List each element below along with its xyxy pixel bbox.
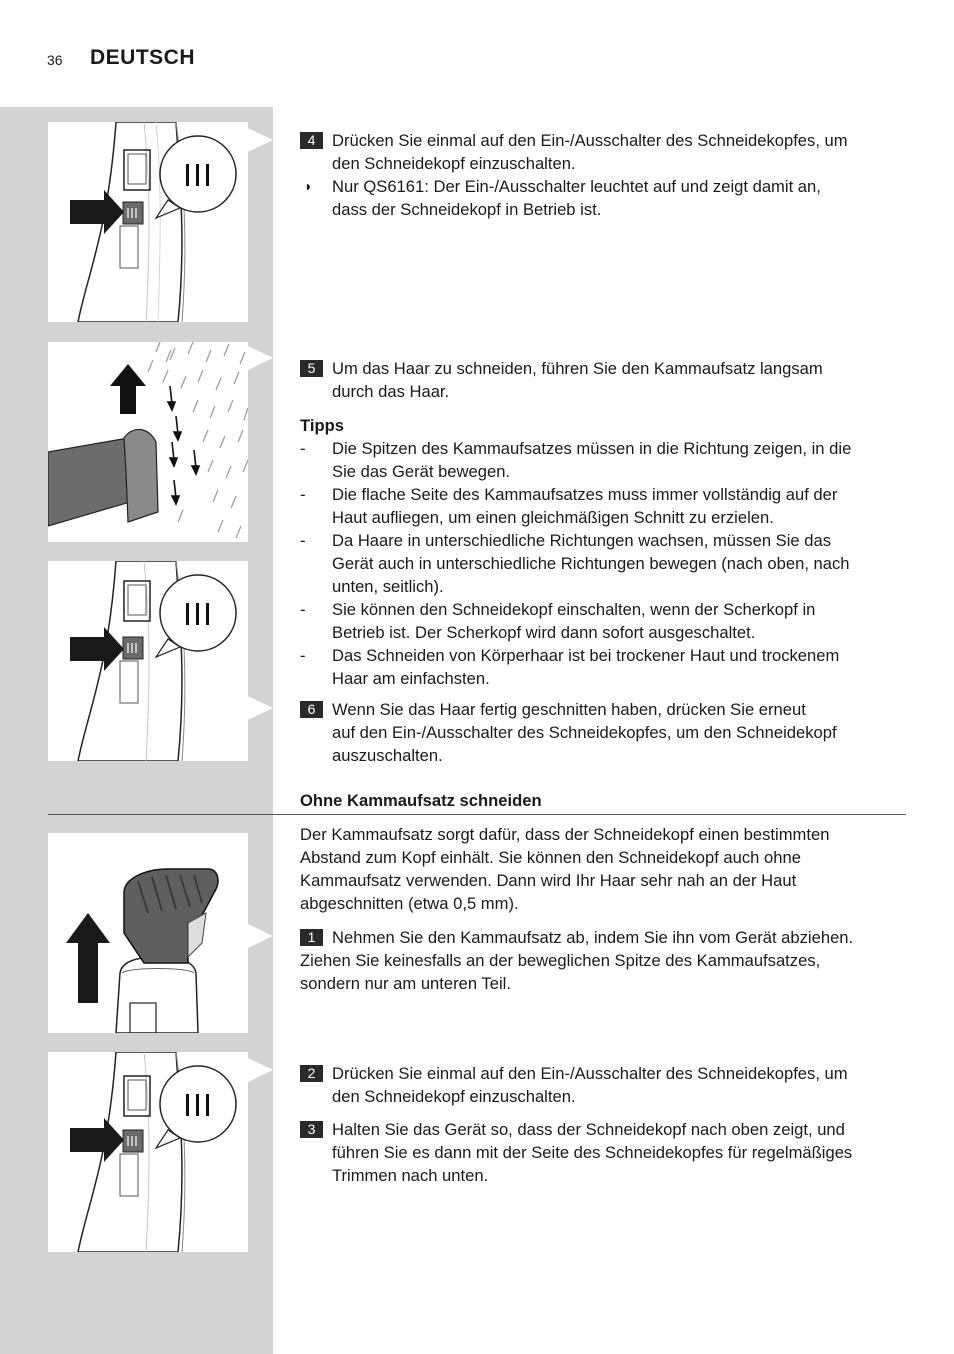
text-line: Haar am einfachsten.	[332, 669, 490, 688]
text-line: Drücken Sie einmal auf den Ein-/Ausschalter des Schneidekopfes, um	[332, 1064, 848, 1083]
tips-section	[300, 414, 910, 690]
text-line: Abstand zum Kopf einhält. Sie können den Schneidekopf auch ohne	[300, 848, 801, 867]
text-line: Wenn Sie das Haar fertig geschnitten haben, drücken Sie erneut	[332, 700, 806, 719]
illustration-pointer	[248, 924, 273, 948]
text-line: auf den Ein-/Ausschalter des Schneidekopfes, um den Schneidekopf	[332, 723, 837, 742]
switch-press-illustration	[48, 122, 248, 322]
page-number: 36	[47, 52, 63, 68]
text-line: Gerät auch in unterschiedliche Richtungen bewegen (nach oben, nach	[332, 554, 850, 573]
list-item: - Da Haare in unterschiedliche Richtungen wachsen, müssen Sie das Gerät auch in unterschiedliche Richtungen bewegen (nach oben, nach unten, seitlich).	[300, 529, 910, 598]
text-line: auszuschalten.	[332, 746, 443, 765]
list-item: - Die flache Seite des Kammaufsatzes muss immer vollständig auf der Haut aufliegen, um einen gleichmäßigen Schnitt zu erzielen.	[300, 483, 910, 529]
text-line: Die Spitzen des Kammaufsatzes müssen in die Richtung zeigen, in die	[332, 439, 852, 458]
result-arrow-icon: ◗	[304, 178, 313, 194]
remove-comb-illustration	[48, 833, 248, 1033]
step-number: 2	[300, 1065, 323, 1082]
illustration-pointer	[248, 696, 273, 720]
text-line: unten, seitlich).	[332, 577, 444, 596]
text-line: den Schneidekopf einzuschalten.	[332, 1087, 576, 1106]
step-5	[300, 357, 910, 403]
text-line: Um das Haar zu schneiden, führen Sie den Kammaufsatz langsam	[332, 359, 823, 378]
switch-press-illustration	[48, 561, 248, 761]
step-6	[300, 698, 910, 767]
result-note	[300, 175, 910, 221]
step-2	[300, 1062, 910, 1108]
text-line: Haut aufliegen, um einen gleichmäßigen Schnitt zu erzielen.	[332, 508, 774, 527]
text-line: Das Schneiden von Körperhaar ist bei trockener Haut und trockenem	[332, 646, 840, 665]
step-number: 1	[300, 929, 323, 946]
intro-paragraph	[300, 823, 910, 915]
step-number: 5	[300, 360, 323, 377]
step-3	[300, 1118, 910, 1187]
text-line: Ziehen Sie keinesfalls an der beweglichen Spitze des Kammaufsatzes,	[300, 951, 821, 970]
comb-hair-illustration	[48, 342, 248, 542]
section-language: DEUTSCH	[90, 46, 196, 69]
section-divider	[48, 814, 906, 815]
text-line: Da Haare in unterschiedliche Richtungen wachsen, müssen Sie das	[332, 531, 832, 550]
text-line: Nur QS6161: Der Ein-/Ausschalter leuchtet auf und zeigt damit an,	[332, 177, 821, 196]
text-line: sondern nur am unteren Teil.	[300, 974, 511, 993]
text-line: den Schneidekopf einzuschalten.	[332, 154, 576, 173]
text-line: dass der Schneidekopf in Betrieb ist.	[332, 200, 602, 219]
text-line: Trimmen nach unten.	[332, 1166, 489, 1185]
list-item: - Die Spitzen des Kammaufsatzes müssen in die Richtung zeigen, in die Sie das Gerät bewegen.	[300, 437, 910, 483]
text-line: Sie das Gerät bewegen.	[332, 462, 511, 481]
step-number: 4	[300, 132, 323, 149]
text-line: Drücken Sie einmal auf den Ein-/Ausschalter des Schneidekopfes, um	[332, 131, 848, 150]
text-line: Kammaufsatz verwenden. Dann wird Ihr Haar sehr nah an der Haut	[300, 871, 797, 890]
tips-list	[300, 437, 910, 690]
illustration-pointer	[248, 1058, 273, 1082]
illustration-pointer	[248, 346, 273, 370]
text-line: Halten Sie das Gerät so, dass der Schneidekopf nach oben zeigt, und	[332, 1120, 845, 1139]
text-line: Der Kammaufsatz sorgt dafür, dass der Schneidekopf einen bestimmten	[300, 825, 830, 844]
list-item: - Das Schneiden von Körperhaar ist bei trockener Haut und trockenem Haar am einfachsten.	[300, 644, 910, 690]
step-number: 3	[300, 1121, 323, 1138]
illustration-pointer	[248, 128, 273, 152]
text-line: Sie können den Schneidekopf einschalten, wenn der Scherkopf in	[332, 600, 816, 619]
step-1	[300, 926, 910, 995]
list-item: - Sie können den Schneidekopf einschalten, wenn der Scherkopf in Betrieb ist. Der Scherkopf wird dann sofort ausgeschaltet.	[300, 598, 910, 644]
section-heading: Ohne Kammaufsatz schneiden	[300, 791, 542, 810]
text-line: durch das Haar.	[332, 382, 450, 401]
text-line: abgeschnitten (etwa 0,5 mm).	[300, 894, 519, 913]
step-4	[300, 129, 910, 221]
text-line: Nehmen Sie den Kammaufsatz ab, indem Sie ihn vom Gerät abziehen.	[332, 928, 854, 947]
text-line: führen Sie es dann mit der Seite des Schneidekopfes für regelmäßiges	[332, 1143, 853, 1162]
step-number: 6	[300, 701, 323, 718]
tips-heading: Tipps	[300, 416, 344, 435]
switch-press-illustration	[48, 1052, 248, 1252]
text-line: Betrieb ist. Der Scherkopf wird dann sofort ausgeschaltet.	[332, 623, 756, 642]
text-line: Die flache Seite des Kammaufsatzes muss immer vollständig auf der	[332, 485, 838, 504]
